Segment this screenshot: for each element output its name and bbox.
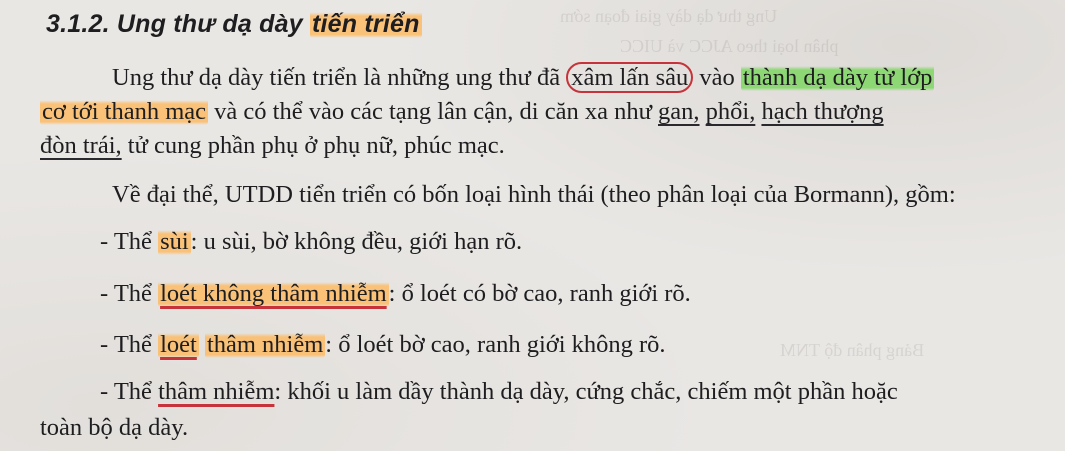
text-span: : ổ loét bờ cao, ranh giới không rõ. (325, 331, 666, 358)
underlined-don-trai: đòn trái, (40, 132, 122, 159)
orange-highlight: sùi (160, 228, 189, 255)
list-dash: - Thể (100, 280, 152, 307)
bleed-through-text: Bảng phân độ TNM (780, 340, 925, 360)
bleed-through-text: phân loại theo AJCC và UICC (620, 36, 839, 56)
text-span: : u sùi, bờ không đều, giới hạn rõ. (190, 228, 523, 255)
type-tham-nhiem-continuation (40, 414, 188, 442)
paragraph-2 (112, 181, 956, 209)
list-dash: - Thể (100, 378, 152, 405)
text-span: Ung thư dạ dày tiến triển là những ung thư đã (112, 64, 561, 91)
green-highlight: thành dạ dày từ lớp (742, 64, 933, 91)
list-dash: - Thể (100, 228, 152, 255)
text-span: vào (699, 64, 735, 91)
type-tham-nhiem (100, 378, 898, 406)
section-title: Ung thư dạ dày (116, 10, 303, 38)
bleed-through-text: Ung thư dạ dày giai đoạn sớm (560, 6, 778, 26)
list-dash: - Thể (100, 331, 152, 358)
orange-highlight: cơ tới thanh mạc (42, 98, 207, 125)
underlined-tham-nhiem: thâm nhiễm (158, 378, 275, 405)
type-sui (100, 228, 522, 256)
text-span: tử cung phần phụ ở phụ nữ, phúc mạc. (127, 132, 505, 159)
paragraph-1-line-2 (40, 98, 884, 126)
text-span: toàn bộ dạ dày. (40, 414, 189, 441)
orange-highlight: thâm nhiễm (206, 331, 324, 358)
section-title-highlight: tiến triển (312, 10, 420, 38)
orange-highlight: loét không thâm nhiễm (160, 280, 387, 307)
section-heading (46, 10, 422, 39)
paragraph-1-line-3 (40, 132, 505, 160)
underlined-gan: gan, (658, 98, 700, 125)
type-loet-khong-tham-nhiem (100, 280, 691, 308)
circled-phrase: xâm lấn sâu (566, 62, 693, 93)
text-span: : khối u làm dầy thành dạ dày, cứng chắc, chiếm một phần hoặc (274, 378, 898, 405)
type-loet-tham-nhiem (100, 331, 666, 359)
text-span: và có thể vào các tạng lân cận, di căn xa như (214, 98, 652, 125)
underlined-hach: hạch thượng (761, 98, 884, 125)
orange-highlight: loét (160, 331, 197, 358)
paragraph-1-line-1 (112, 64, 934, 92)
section-number: 3.1.2. (46, 10, 110, 38)
underlined-phoi: phổi, (705, 98, 756, 125)
text-span: Về đại thể, UTDD tiển triển có bốn loại hình thái (theo phân loại của Bormann), gồm: (112, 181, 956, 208)
text-span: : ổ loét có bờ cao, ranh giới rõ. (388, 280, 691, 307)
